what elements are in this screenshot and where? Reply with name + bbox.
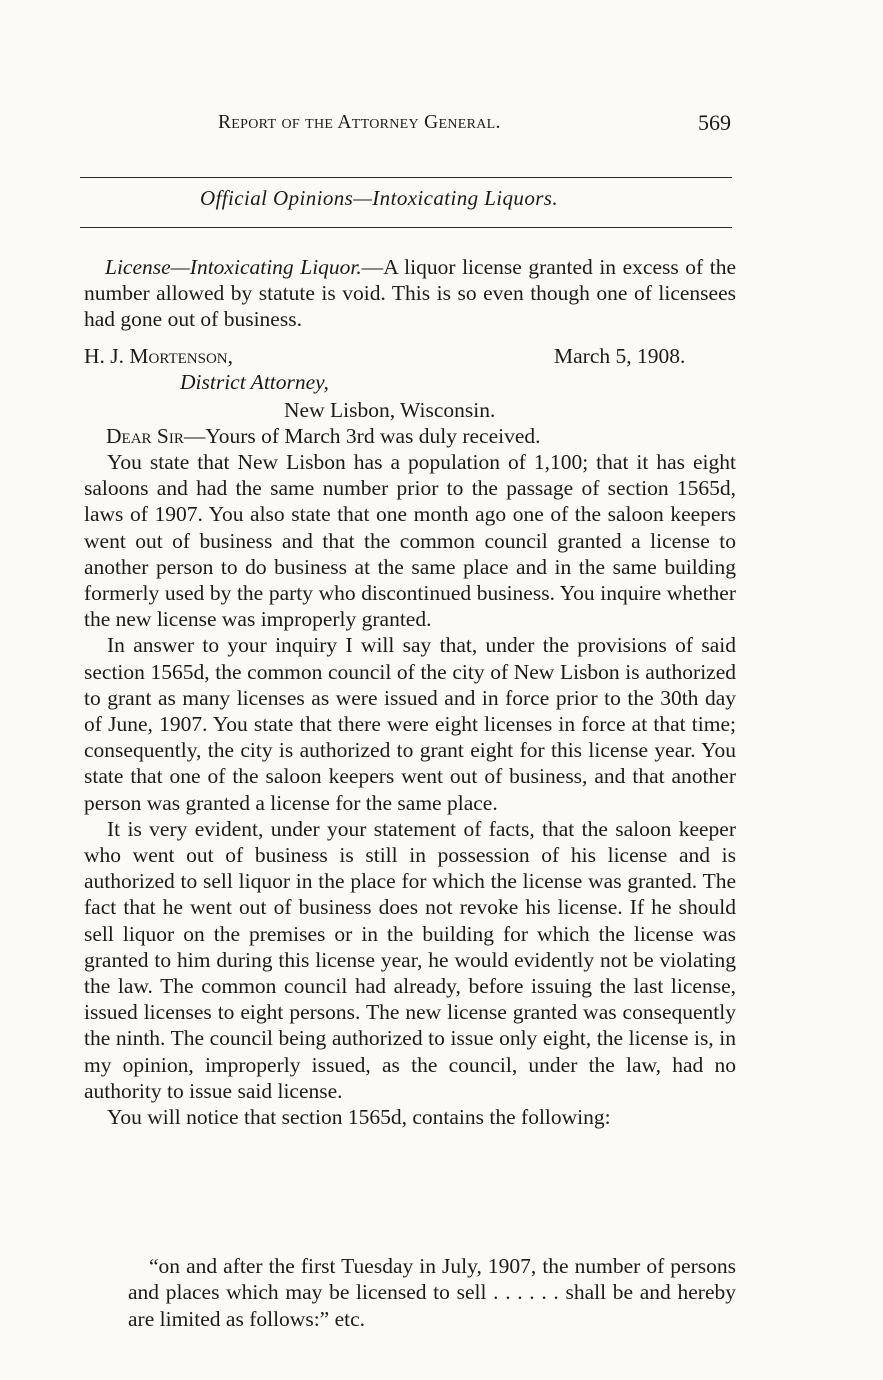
salutation-lead: Dear Sir xyxy=(106,424,184,448)
letter-date: March 5, 1908. xyxy=(554,344,686,368)
statute-quote: “on and after the first Tuesday in July, 1907, the number of persons and places which may be licensed to sell . . . . . . shall be and hereby are limited as follows:” etc. xyxy=(128,1254,736,1331)
body-paragraph: In answer to your inquiry I will say that, under the provisions of said section 1565d, the common council of the city of New Lisbon is authorized to grant as many licenses as were issued and in force prior to the 30th day of June, 1907. You state that there were eight licenses in force at that time; consequently, the city is authorized to grant eight for this license year. You state that one of the saloon keepers went out of business, and that another person was granted a license for the same place. xyxy=(84,633,736,815)
page-number: 569 xyxy=(698,110,731,135)
headnote-lead: License—Intoxicating Liquor. xyxy=(105,255,362,279)
headnote xyxy=(84,254,736,333)
body-paragraph: You will notice that section 1565d, contains the following: xyxy=(107,1105,611,1130)
salutation xyxy=(106,423,541,449)
running-head: Report of the Attorney General. xyxy=(218,112,501,133)
addressee-place: New Lisbon, Wisconsin. xyxy=(284,398,496,422)
body-paragraph: You state that New Lisbon has a population of 1,100; that it has eight saloons and had the same number prior to the passage of section 1565d, laws of 1907. You also state that one month ago one of the saloon keepers went out of business and that the common council granted a license to another person to do business at the same place and in the same building formerly used by the party who discontinued business. You inquire whether the new license was improperly granted. xyxy=(84,450,736,632)
section-heading: Official Opinions—Intoxicating Liquors. xyxy=(200,186,559,210)
headnote-text: —A liquor license granted in excess of the number allowed by statute is void. This is so even though one of licensees had gone out of business. xyxy=(84,255,736,332)
addressee-name: H. J. Mortenson, xyxy=(84,344,233,368)
bottom-rule xyxy=(80,227,732,228)
letter-body xyxy=(84,449,736,1130)
body-paragraph: It is very evident, under your statement of facts, that the saloon keeper who went out of business is still in possession of his license and is authorized to sell liquor in the place for which the license was granted. The fact that he went out of business does not revoke his license. If he should sell liquor on the premises or in the building for which the license was granted to him during this license year, he would evidently not be violating the law. The common council had already, before issuing the last license, issued licenses to eight persons. The new license granted was consequently the ninth. The council being authorized to issue only eight, the license is, in my opinion, improperly issued, as the council, under the law, had no authority to issue said license. xyxy=(84,816,736,1103)
salutation-rest: —Yours of March 3rd was duly received. xyxy=(183,424,541,448)
addressee-title: District Attorney, xyxy=(180,370,329,394)
top-rule xyxy=(80,177,732,178)
